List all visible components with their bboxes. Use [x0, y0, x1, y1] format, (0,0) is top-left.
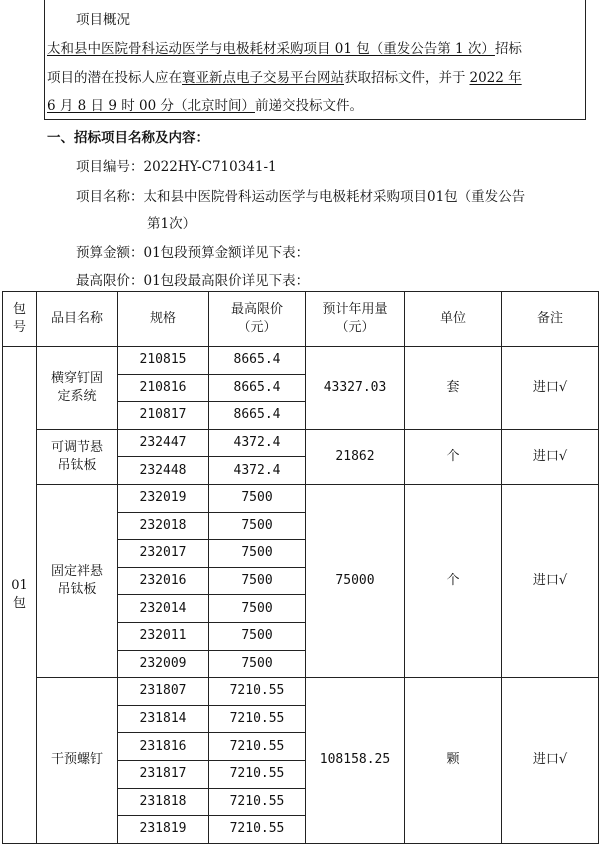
spec-cell: 210816	[118, 374, 209, 402]
header-item-name: 品目名称	[37, 292, 118, 347]
spec-cell: 232011	[118, 622, 209, 650]
max-price-cell: 7210.55	[209, 816, 306, 844]
item-name-cell: 干预螺钉	[37, 678, 118, 844]
item-name-cell: 固定袢悬 吊钛板	[37, 484, 118, 677]
spec-cell: 231819	[118, 816, 209, 844]
unit-cell: 个	[405, 484, 502, 677]
header-package: 包 号	[3, 292, 37, 347]
spec-cell: 210817	[118, 402, 209, 430]
spec-cell: 231818	[118, 788, 209, 816]
table-row	[3, 678, 599, 706]
max-price-cell: 7210.55	[209, 705, 306, 733]
table-row	[3, 429, 599, 457]
spec-cell: 232016	[118, 567, 209, 595]
section-heading: 一、招标项目名称及内容：	[47, 130, 209, 146]
max-price-cell: 8665.4	[209, 402, 306, 430]
max-price-cell: 7500	[209, 650, 306, 678]
max-price-cell: 7210.55	[209, 733, 306, 761]
max-price-cell: 8665.4	[209, 347, 306, 375]
spec-cell: 231816	[118, 733, 209, 761]
max-price: 最高限价：01包段最高限价详见下表：	[76, 273, 310, 289]
max-price-cell: 7500	[209, 540, 306, 568]
spec-cell: 231814	[118, 705, 209, 733]
max-price-cell: 7500	[209, 622, 306, 650]
unit-cell: 个	[405, 429, 502, 484]
max-price-cell: 7500	[209, 484, 306, 512]
spec-cell: 232017	[118, 540, 209, 568]
item-name-cell: 横穿钉固 定系统	[37, 347, 118, 430]
spec-cell: 232447	[118, 429, 209, 457]
remark-cell: 进口√	[502, 347, 599, 430]
table-row	[3, 347, 599, 375]
max-price-cell: 7500	[209, 512, 306, 540]
header-spec: 规格	[118, 292, 209, 347]
spec-cell: 210815	[118, 347, 209, 375]
annual-quantity-cell: 43327.03	[306, 347, 405, 430]
overview-line3: 6 月 8 日 9 时 00 分（北京时间）前递交投标文件。	[47, 98, 363, 114]
header-annual-quantity: 预计年用量 （元）	[306, 292, 405, 347]
max-price-cell: 7500	[209, 595, 306, 623]
overview-line2: 项目的潜在投标人应在寰亚新点电子交易平台网站获取招标文件，并于 2022 年	[47, 70, 522, 86]
spec-cell: 232019	[118, 484, 209, 512]
spec-cell: 231817	[118, 760, 209, 788]
spec-cell: 232009	[118, 650, 209, 678]
max-price-cell: 4372.4	[209, 429, 306, 457]
header-max-price: 最高限价 （元）	[209, 292, 306, 347]
overview-title: 项目概况	[76, 12, 130, 28]
overview-project-link: 太和县中医院骨科运动医学与电极耗材采购项目 01 包（重发公告第 1 次）	[47, 41, 495, 57]
max-price-cell: 7210.55	[209, 678, 306, 706]
item-name-cell: 可调节悬 吊钛板	[37, 429, 118, 484]
budget-amount: 预算金额：01包段预算金额详见下表：	[76, 245, 310, 261]
bid-items-table	[2, 291, 599, 844]
unit-cell: 颗	[405, 678, 502, 844]
table-row	[3, 484, 599, 512]
table-header-row	[3, 292, 599, 347]
project-number: 项目编号：2022HY-C710341-1	[76, 159, 277, 175]
annual-quantity-cell: 75000	[306, 484, 405, 677]
max-price-cell: 7210.55	[209, 788, 306, 816]
project-name-line1: 项目名称：太和县中医院骨科运动医学与电极耗材采购项目01包（重发公告	[76, 189, 526, 205]
max-price-cell: 8665.4	[209, 374, 306, 402]
annual-quantity-cell: 21862	[306, 429, 405, 484]
project-name-line2: 第1次）	[147, 216, 197, 232]
spec-cell: 232014	[118, 595, 209, 623]
spec-cell: 232018	[118, 512, 209, 540]
max-price-cell: 4372.4	[209, 457, 306, 485]
platform-link[interactable]: 寰亚新点电子交易平台网站	[182, 70, 344, 86]
spec-cell: 231807	[118, 678, 209, 706]
max-price-cell: 7500	[209, 567, 306, 595]
package-cell: 01 包	[3, 347, 37, 844]
unit-cell: 套	[405, 347, 502, 430]
remark-cell: 进口√	[502, 429, 599, 484]
header-remark: 备注	[502, 292, 599, 347]
header-unit: 单位	[405, 292, 502, 347]
spec-cell: 232448	[118, 457, 209, 485]
remark-cell: 进口√	[502, 678, 599, 844]
overview-line1: 太和县中医院骨科运动医学与电极耗材采购项目 01 包（重发公告第 1 次）招标	[47, 41, 522, 57]
remark-cell: 进口√	[502, 484, 599, 677]
max-price-cell: 7210.55	[209, 760, 306, 788]
annual-quantity-cell: 108158.25	[306, 678, 405, 844]
